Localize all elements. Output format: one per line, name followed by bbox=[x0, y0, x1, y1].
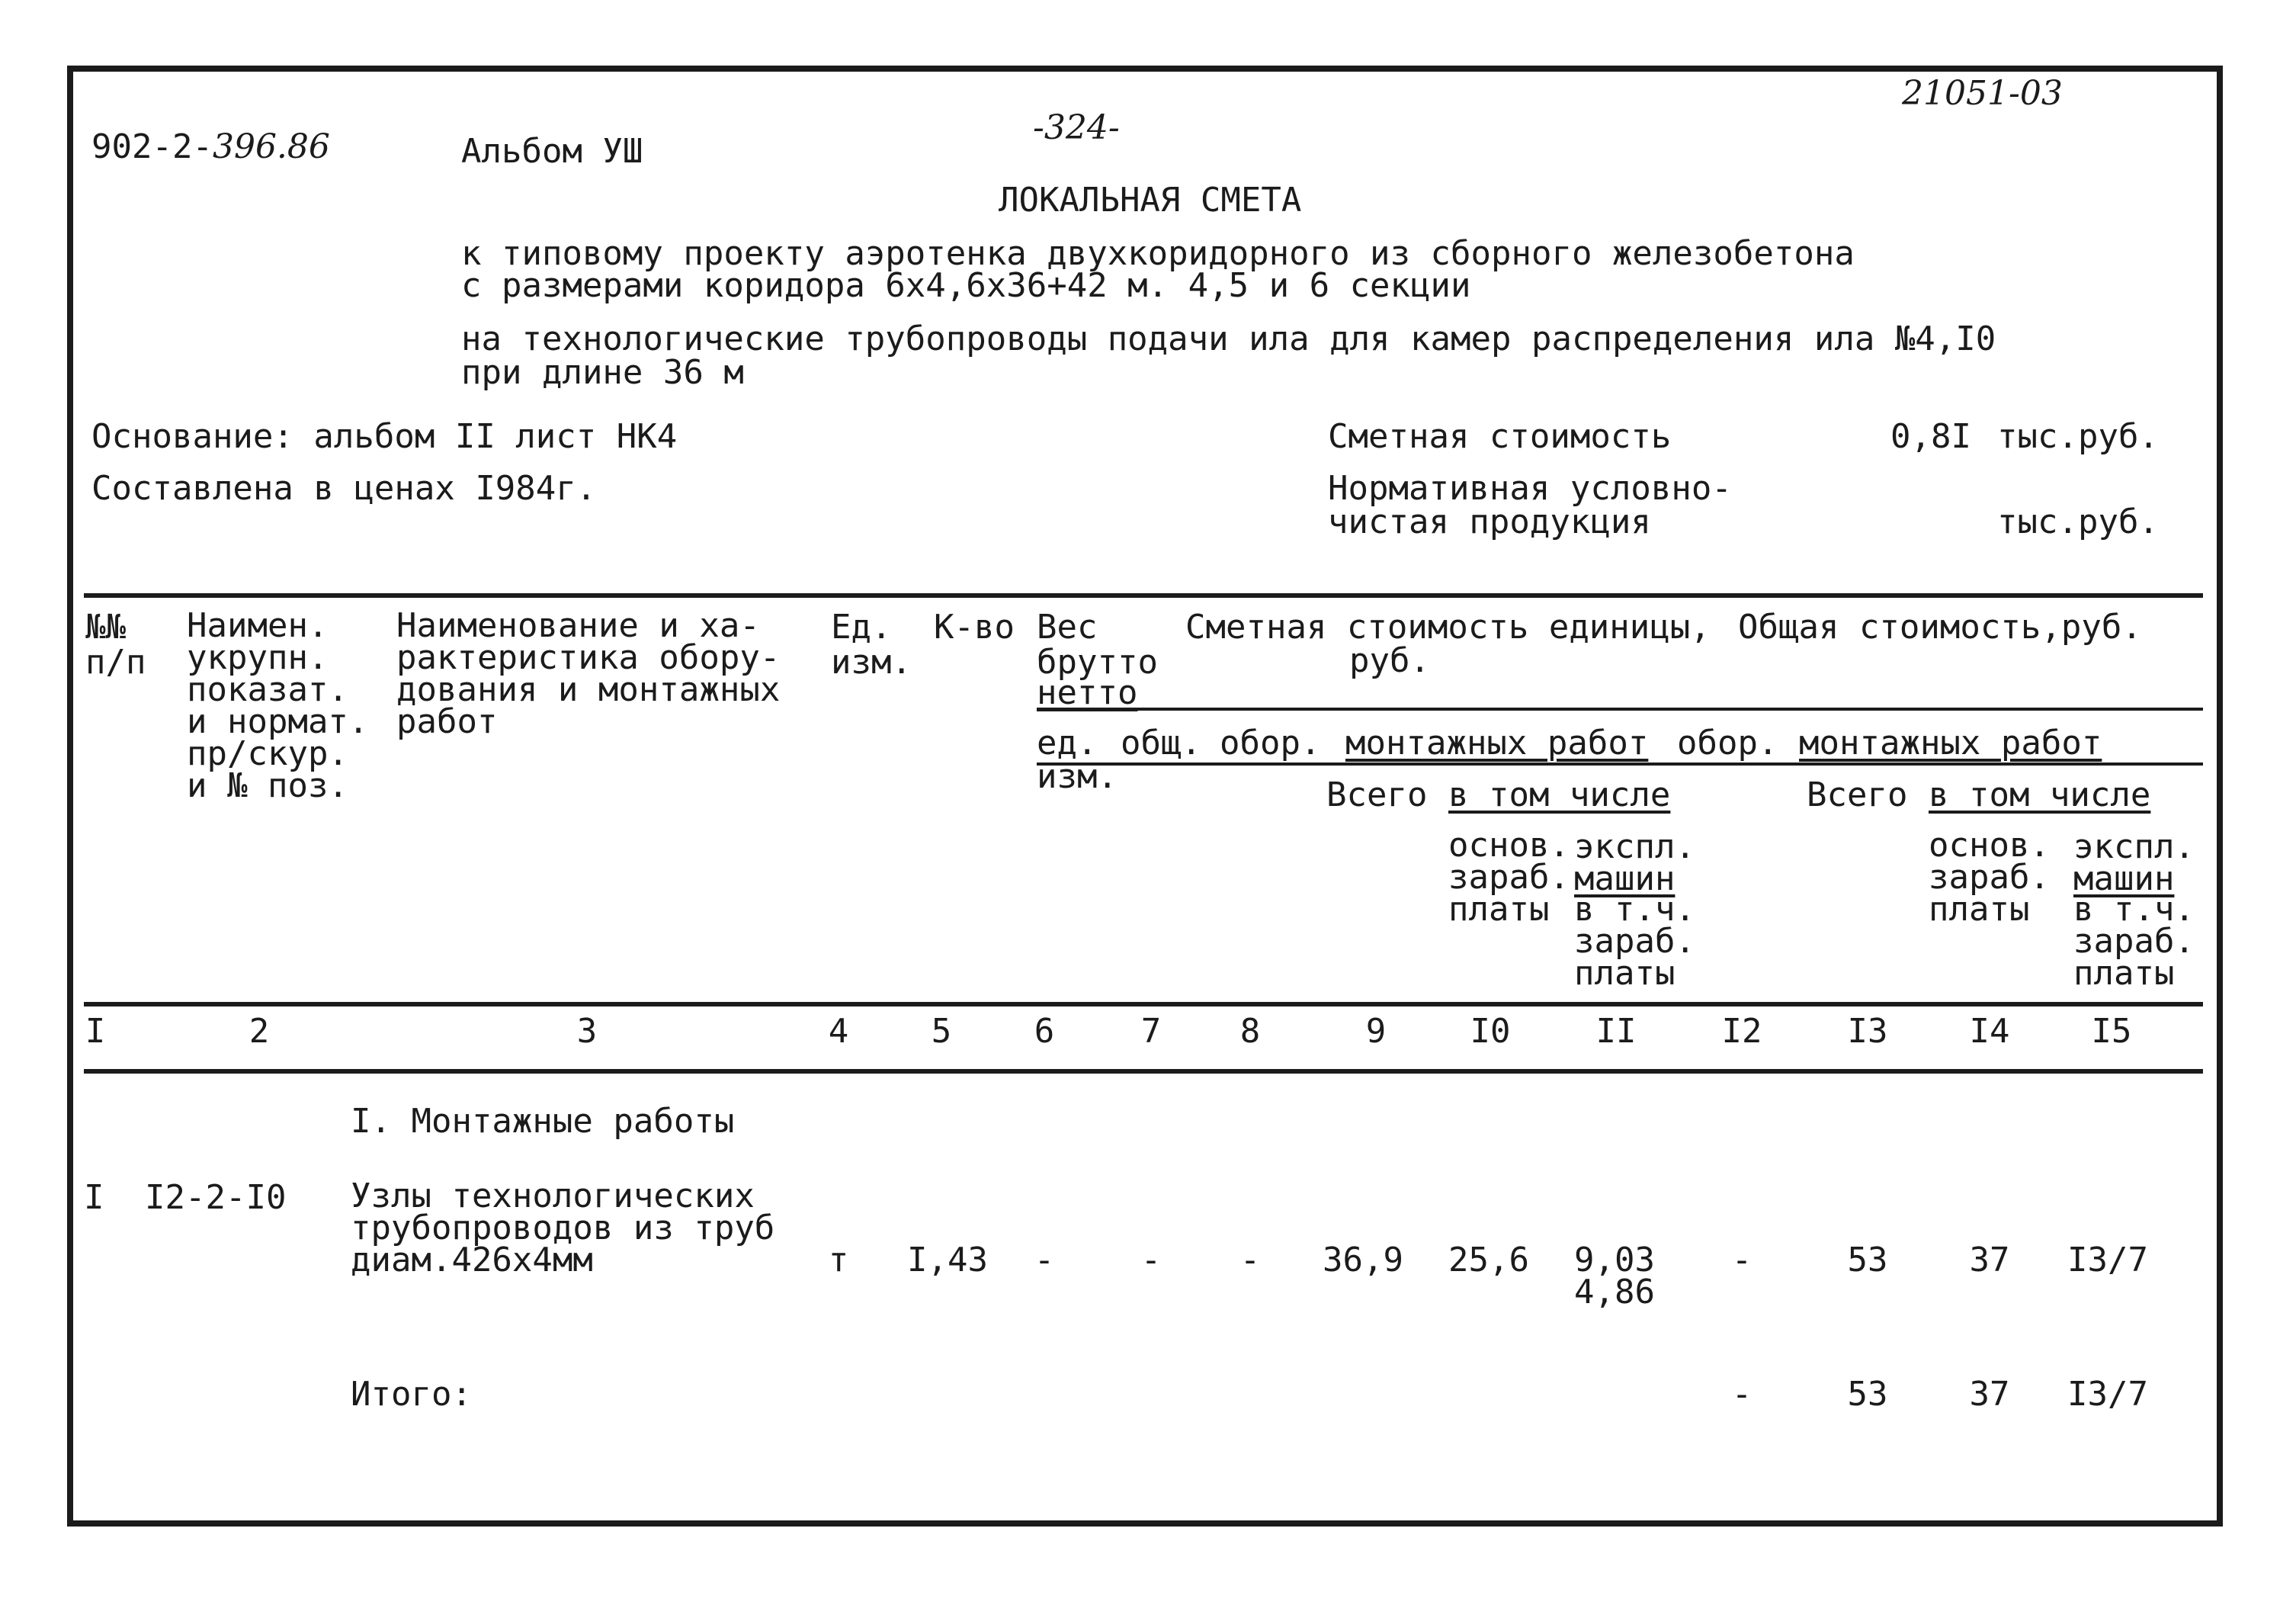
prices-text: Составлена в ценах I984г. bbox=[91, 469, 597, 508]
row-name: Узлы технологических трубопроводов из труб диам.426х4мм bbox=[351, 1177, 775, 1279]
row-unit: т bbox=[828, 1241, 849, 1279]
header-line-1 bbox=[1037, 708, 2203, 711]
total-c15: I3/7 bbox=[2067, 1375, 2148, 1414]
col-number: I3 bbox=[1847, 1012, 1888, 1051]
row-c7: - bbox=[1140, 1241, 1162, 1279]
col-number: I bbox=[85, 1012, 106, 1051]
col-header-mach2-1: экспл. bbox=[2073, 827, 2195, 866]
col-header-equip-2: обор. bbox=[1677, 724, 1778, 762]
col-number: II bbox=[1595, 1012, 1637, 1051]
row-c13: 53 bbox=[1847, 1241, 1888, 1279]
row-c6: - bbox=[1034, 1241, 1055, 1279]
col-header-total-cost: Общая стоимость,руб. bbox=[1738, 608, 2142, 647]
col-number: 6 bbox=[1034, 1012, 1055, 1051]
col-header-code: Наимен. укрупн. показат. и нормат. пр/скур. и № поз. bbox=[187, 606, 369, 805]
doc-title: ЛОКАЛЬНАЯ СМЕТА bbox=[999, 181, 1302, 220]
total-c14: 37 bbox=[1969, 1375, 2010, 1414]
col-number: I5 bbox=[2091, 1012, 2132, 1051]
row-c10: 25,6 bbox=[1448, 1241, 1529, 1279]
purpose-line-2: при длине 36 м bbox=[461, 353, 744, 392]
subtitle-line-2: с размерами коридора 6х4,6х36+42 м. 4,5 и 6 секции bbox=[461, 266, 1471, 305]
col-header-per-unit: ед. bbox=[1037, 724, 1098, 762]
row-c8: - bbox=[1239, 1241, 1261, 1279]
row-c9: 36,9 bbox=[1323, 1241, 1403, 1279]
cost-value: 0,8I bbox=[1890, 417, 1971, 456]
col-header-incl-2: в том числе bbox=[1929, 775, 2151, 814]
total-label: Итого: bbox=[351, 1375, 472, 1414]
row-c11a: 9,03 bbox=[1574, 1241, 1655, 1279]
col-number: 3 bbox=[576, 1012, 598, 1051]
col-header-mach-2: машин bbox=[1574, 859, 1676, 898]
norm-label-1: Нормативная условно- bbox=[1328, 469, 1732, 508]
row-c15: I3/7 bbox=[2067, 1241, 2148, 1279]
basis-text: Основание: альбом II лист НК4 bbox=[91, 417, 678, 456]
col-header-per-unit-2: изм. bbox=[1037, 757, 1118, 796]
doc-number: 902-2-396.86 bbox=[91, 127, 330, 166]
col-header-name: Наименование и ха- рактеристика обору- дования и монтажных работ bbox=[396, 606, 781, 741]
col-number: 8 bbox=[1239, 1012, 1261, 1051]
col-header-wage-2: основ. зараб. платы bbox=[1929, 826, 2050, 929]
col-header-num: №№ п/п bbox=[85, 608, 146, 682]
col-header-mount: монтажных работ bbox=[1345, 724, 1649, 762]
col-number: I2 bbox=[1721, 1012, 1762, 1051]
col-header-all: Всего bbox=[1326, 775, 1428, 814]
col-number: I4 bbox=[1969, 1012, 2010, 1051]
row-c12: - bbox=[1731, 1241, 1752, 1279]
col-header-weight: Вес брутто bbox=[1037, 608, 1158, 682]
col-header-mach2-3: в т.ч. зараб. платы bbox=[2073, 890, 2195, 993]
cost-label: Сметная стоимость bbox=[1328, 417, 1672, 456]
cost-unit: тыс.руб. bbox=[1997, 417, 2159, 456]
col-header-weight-net: нетто bbox=[1037, 673, 1138, 712]
col-header-all-2: Всего bbox=[1807, 775, 1908, 814]
col-number: 2 bbox=[249, 1012, 270, 1051]
corner-number: 21051-03 bbox=[1902, 74, 2063, 113]
total-c13: 53 bbox=[1847, 1375, 1888, 1414]
col-numbers-line bbox=[84, 1069, 2203, 1074]
col-header-mach-1: экспл. bbox=[1574, 827, 1695, 866]
row-code: I2-2-I0 bbox=[145, 1178, 287, 1217]
col-header-qty: К-во bbox=[934, 608, 1015, 647]
norm-label-2: чистая продукция bbox=[1328, 502, 1651, 541]
col-header-unit: Ед. изм. bbox=[831, 608, 912, 682]
row-c14: 37 bbox=[1969, 1241, 2010, 1279]
header-bottom-line bbox=[84, 1002, 2203, 1006]
table-top-line bbox=[84, 593, 2203, 598]
purpose-line-1: на технологические трубопроводы подачи ила для камер распределения ила №4,I0 bbox=[461, 319, 1996, 358]
row-c11b: 4,86 bbox=[1574, 1273, 1655, 1311]
col-number: 5 bbox=[931, 1012, 952, 1051]
album-label: Альбом УШ bbox=[461, 132, 643, 171]
section-title: I. Монтажные работы bbox=[351, 1102, 735, 1141]
row-qty: I,43 bbox=[907, 1241, 988, 1279]
col-header-mach2-2: машин bbox=[2073, 859, 2175, 898]
page-number: -324- bbox=[1033, 108, 1120, 147]
norm-unit: тыс.руб. bbox=[1997, 502, 2159, 541]
col-header-mount-2: монтажных работ bbox=[1799, 724, 2102, 762]
row-num: I bbox=[84, 1178, 104, 1217]
col-number: 4 bbox=[828, 1012, 849, 1051]
col-header-incl: в том числе bbox=[1448, 775, 1671, 814]
col-header-unit-cost-rub: руб. bbox=[1349, 641, 1430, 680]
col-header-total-weight: общ. bbox=[1121, 724, 1201, 762]
col-number: 7 bbox=[1140, 1012, 1162, 1051]
subtitle-line-1: к типовому проекту аэротенка двухкоридорного из сборного железобетона bbox=[461, 234, 1855, 273]
col-number: 9 bbox=[1365, 1012, 1387, 1051]
header-line-2 bbox=[1037, 762, 2203, 766]
total-c12: - bbox=[1731, 1375, 1752, 1414]
col-header-equip: обор. bbox=[1220, 724, 1321, 762]
col-number: I0 bbox=[1470, 1012, 1511, 1051]
col-header-unit-cost: Сметная стоимость единицы, bbox=[1185, 608, 1711, 647]
col-header-wage: основ. зараб. платы bbox=[1448, 826, 1570, 929]
col-header-mach-3: в т.ч. зараб. платы bbox=[1574, 890, 1695, 993]
